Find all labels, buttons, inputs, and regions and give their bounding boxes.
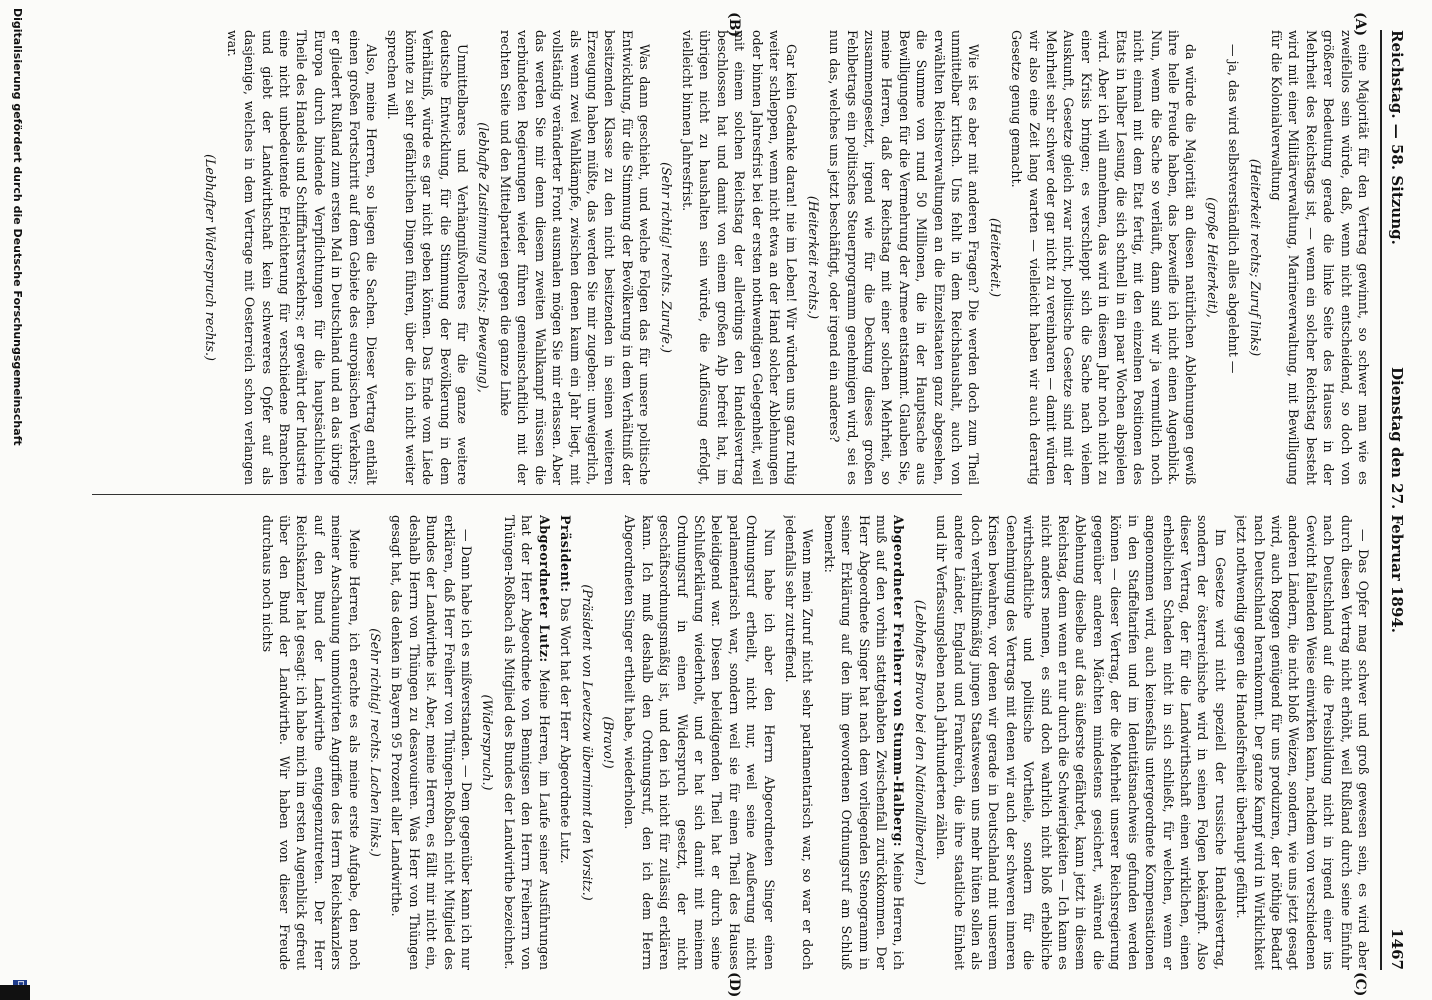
stage-direction: (Sehr richtig! rechts. Lachen links.) [368, 628, 384, 857]
paragraph: Was dann geschieht, und welche Folgen das für unsere politische Entwicklung, für die Stimmung der Bevölkerung in dem Verhältniß der besitzenden Klasse zu den nicht besitzenden in seinen weiteren Erzeugung haben müßte, das werden Sie mir zugeben: unweigerlich, als wenn zwei Wahlkämpfe, zwischen denen kaum ein Jahr liegt, mit vollständig veränderter Front ausmalen mögen Sie mir erlassen. Aber das werden Sie mir denn diesem zweiten Wahlkampf müssen die verbündeten Regierungen wieder führen gemeinschaftlich mit der rechten Seite und den Mittelparteien gegen die ganze Linke [497, 30, 653, 485]
header-session: Reichstag. — 58. Sitzung. [1388, 30, 1406, 245]
header-rule [1380, 30, 1382, 970]
speaker-name: Präsident: [558, 515, 574, 598]
stage-direction: (Heiterkeit rechts.) [805, 195, 821, 320]
paragraph: — ja, das wird selbstverständlich alles abgelehnt — [1226, 44, 1242, 374]
margin-mark-d: (D) [726, 972, 742, 998]
paragraph: Meine Herren, ich erachte es als meine erste Aufgabe, den noch meiner Anschauung unmotivirten Angriffen des Herrn Reichskanzlers auf den Bund der Landwirthe entgegenzutreten. Der Herr Reichskanzler hat gesagt: ich habe mich im ersten Augenblick gefreut über den Bund der Landwirthe. Wir haben von dieser Freude durchaus noch nichts [259, 515, 362, 970]
header-date: Dienstag den 27. Februar 1894. [1388, 367, 1406, 633]
margin-mark-c: (C) [1352, 972, 1368, 997]
paragraph: Wenn mein Zuruf nicht sehr parlamentarisch war, so war er doch jedenfalls sehr zutreffend. [783, 515, 816, 970]
right-column [52, 515, 1372, 970]
paragraph: Also, meine Herren, so liegen die Sachen. Dieser Vertrag enthält einen großen Fortschritt auf dem Gebiete des europäischen Verkehrs; er gliedert Rußland zum ersten Mal in Deutschland und an das übrige Europa durch bindende Verpflichtungen für die hauptsächlichen Theile des Handels und Schifffahrtsverkehrs; er gewährt der Industrie eine nicht unbedeutende Erleichterung für verschiedene Branchen und giebt der Landwirthschaft kein schwereres Opfer auf als dasjenige, welches in dem Vertrage mit Oesterreich schon verlangen war. [224, 30, 380, 485]
paragraph: Im Gesetze wird nicht speziell der russische Handelsvertrag, sondern der österreichische wird in seinen Folgen bekämpft. Also dieser Vertrag, der für die Landwirthschaft einen wirklichen, einen erheblichen Schaden nicht in sich schließt, für welchen, wenn er angenommen wird, auch keinesfalls untergeordnete Kompensationen in den Staffeltarifen und im Identitätsnachweis gefunden werden können — dieser Vertrag, der die Mehrheit unserer Reichsregierung gegenüber anderen Mächten mindestens gesichert, während die Ablehnung dieselbe auf das äußerste gefährdet, kann jetzt in diesem Reichstag, denn wenn er nur durch die Schwierigkeiten — Ich kann es nicht anders nennen, es sind doch wahrlich nicht bloß erhebliche wirthschaftliche und politische Vortheile, sondern für die Genehmigung des Vertrags mit denen wir auch der schweren inneren Krisen bewahren, vor denen wir gerade in Deutschland mit unserem doch verhältnißmäßig jungen Staatswesen uns mehr hüten sollen als andere Länder, England und Frankreich, die ihre staatliche Einheit und ihr Verfassungsleben nach Jahrhunderten zählen. [934, 515, 1228, 970]
paragraph: eine Majorität für den Vertrag gewinnt, so schwer man wie es zweifellos sein würde, daß, wenn nicht entscheidend, so doch von größerer Bedeutung gerade die linke Seite des Hauses in der Mehrheit des Reichstags ist, — wenn ein solcher Reichstag besteht wird mit einer Militärverwaltung, Marineverwaltung, mit Bewilligung für die Kolonialverwaltung [1268, 30, 1371, 485]
speaker-name: Abgeordneter Lutz: [536, 515, 552, 670]
stage-direction: (Präsident von Levetzow übernimmt den Vorsitz.) [579, 584, 595, 901]
paragraph: Nun habe ich aber den Herrn Abgeordneten Singer einen Ordnungsruf ertheilt, nicht nur, weil seine Aeußerung nicht parlamentarisch war, sondern weil sie für einen Theil des Hauses beleidigend war. Diesen beleidigenden Theil hat er durch seine Schlußerklärung wiederholt, und er hat sich damit mit meinem Ordnungsruf in einen Widerspruch gesetzt, der nicht geschäftsordnungsmäßig ist, und den ich nicht für zulässig erklären kann. Ich muß deshalb den Ordnungsruf, den ich dem Herrn Abgeordneten Singer ertheilt habe, wiederholen. [622, 515, 777, 970]
stage-direction: (große Heiterkeit), [1204, 197, 1220, 318]
paragraph: da würde die Majorität an diesen natürlichen Ablehnungen gewiß ihre helle Freude haben, das bezweifle ich nicht einen Augenblick. Nun, wenn die Sache so verläuft, dann sind wir ja vermutlich noch nicht einmal mit dem Etat fertig, mit den einzelnen Positionen des Etats in halber Lesung, die sich schnell in ein paar Wochen abspielen wird. Aber ich will annehmen, das wird in diesem Jahr noch nicht zu einer Krisis bringen; es verschleppt sich die Sache nach vielem Auskunft, Gesetze gleich zwar nicht, politische Gesetze sind mit der Mehrheit sehr schwer oder gar nicht zu vereinbaren — damit würden wir also eine Zeit lang warten — vielleicht haben wir auch derartig Gesetze genug gemacht. [1009, 30, 1199, 485]
paragraph: Wie ist es aber mit anderen Fragen? Die werden doch zum Theil unmittelbar kritisch. Uns fehlt in dem Reichshaushalt, auch von erwählten Reichsverwaltungen an die Einzelstaaten ganz abgesehen, die Summe von rund 50 Millionen, die in der Hauptsache aus Bewilligungen für die Vermehrung der Armee entstammt. Glauben Sie, meine Herren, daß der Reichstag mit einer solchen Mehrheit, so zusammengesetzt, irgend wie für die Deckung dieses großen Fehlbetrags ein politisches Steuerprogramm genehmigen wird, sei es nun das, welches uns jetzt beschäftigt, oder irgend ein anderes? [827, 30, 982, 485]
speaker-paragraph [820, 515, 907, 970]
stage-direction: (Bravo!) [600, 716, 616, 769]
paragraph: — Das Opfer mag schwer und groß gewesen sein, es wird aber durch diesen Vertrag nicht erhöht, weil Rußland durch seine Einfuhr nach Deutschland auf die Preisbildung nicht in irgend einer ins Gewicht fallenden Weise einwirken kann, nachdem von verschiedenen anderen Ländern, die nicht bloß Weizen, sondern, wie uns jetzt gesagt wird, auch Roggen genügend für uns produziren, der nöthige Bedarf nach Deutschland herankommt. Der ganze Kampf wird in Wirklichkeit jetzt nothwendig gegen die Handelsfreiheit überhaupt geführt. [1234, 515, 1371, 970]
stage-direction: (Lebhafter Widerspruch rechts.) [203, 154, 219, 361]
stage-direction: (Heiterkeit.) [987, 218, 1003, 297]
paragraph: — Dann habe ich es mißverstanden. — Dem gegenüber kann ich nur erklären, daß Herr Freiherr von Thüngen-Roßbach nicht Mitglied des Bundes der Landwirthe ist. Aber, meine Herren, es fällt mir nicht ein, deshalb Herrn von Thüngen zu desavouiren. Was Herr von Thüngen gesagt hat, das denken in Bayern 95 Prozent aller Landwirthe. [389, 515, 475, 970]
speech-text: Meine Herren, ich muß auf den vorhin stattgehabten Zwischenfall zurückkommen. Der Herr Abgeordnete Singer hat nach dem vorliegenden Stenogramm in seiner Erklärung auf den ihm gewordenen Ordnungsruf am Schluß bemerkt: [821, 515, 907, 970]
speaker-name: Abgeordneter Freiherr von Stumm-Halberg: [891, 515, 907, 853]
speech-text: Das Wort hat der Herr Abgeordnete Lutz. [558, 597, 574, 864]
stage-direction: (Widerspruch.) [480, 694, 496, 791]
paragraph: Gar kein Gedanke daran! nie im Leben! Wir würden uns ganz ruhig weiter schleppen, wenn nicht etwa an der Hand solcher Ablehnungen oder binnen Jahresfrist bei der ersten nothwendigen Gelegenheit, weil mit einem solchen Reichstag der allerdings den Handelsvertrag beschlossen hat und damit von einem großen Alp befreit hat, im übrigen nicht zu haushalten sein würde, die Auflösung erfolgt, vielleicht binnen Jahresfrist. [679, 30, 800, 485]
stage-direction: (Lebhaftes Bravo bei den Nationalliberalen.) [912, 599, 928, 886]
header-page-number: 1467 [1388, 928, 1406, 970]
stage-direction: (Sehr richtig! rechts. Zurufe.) [658, 162, 674, 353]
speaker-paragraph [557, 515, 574, 970]
scan-artifact [0, 985, 30, 1000]
speech-text: Meine Herren, im Laufe seiner Ausführungen hat der Herr Abgeordnete von Bennigsen den Herrn Freiherrn von Thüngen-Roßbach als Mitglied des Bundes der Landwirthe bezeichnet. [501, 515, 552, 970]
margin-mark-b: (B) [726, 12, 742, 38]
page-header [1380, 30, 1410, 970]
margin-mark-a: (A) [1352, 12, 1368, 37]
stage-direction: (lebhafte Zustimmung rechts; Bewegung), [476, 122, 492, 393]
digitization-footer: Digitalisierung gefördert durch die Deutsche Forschungsgemeinschaft [11, 8, 24, 446]
paragraph: Unmittelbares und Verhängnißvolleres für die ganze weitere deutsche Entwicklung, für die Stimmung der Bevölkerung in dem Verhältniß, würde es gar nicht geben können. Das Ende vom Liede könnte zu sehr gefährlichen Dingen führen, über die ich nicht weiter sprechen will. [385, 30, 471, 485]
left-column [52, 30, 1372, 485]
speaker-paragraph [501, 515, 553, 970]
column-divider [92, 494, 962, 495]
stage-direction: (Heiterkeit rechts; Zuruf links) [1247, 158, 1263, 357]
